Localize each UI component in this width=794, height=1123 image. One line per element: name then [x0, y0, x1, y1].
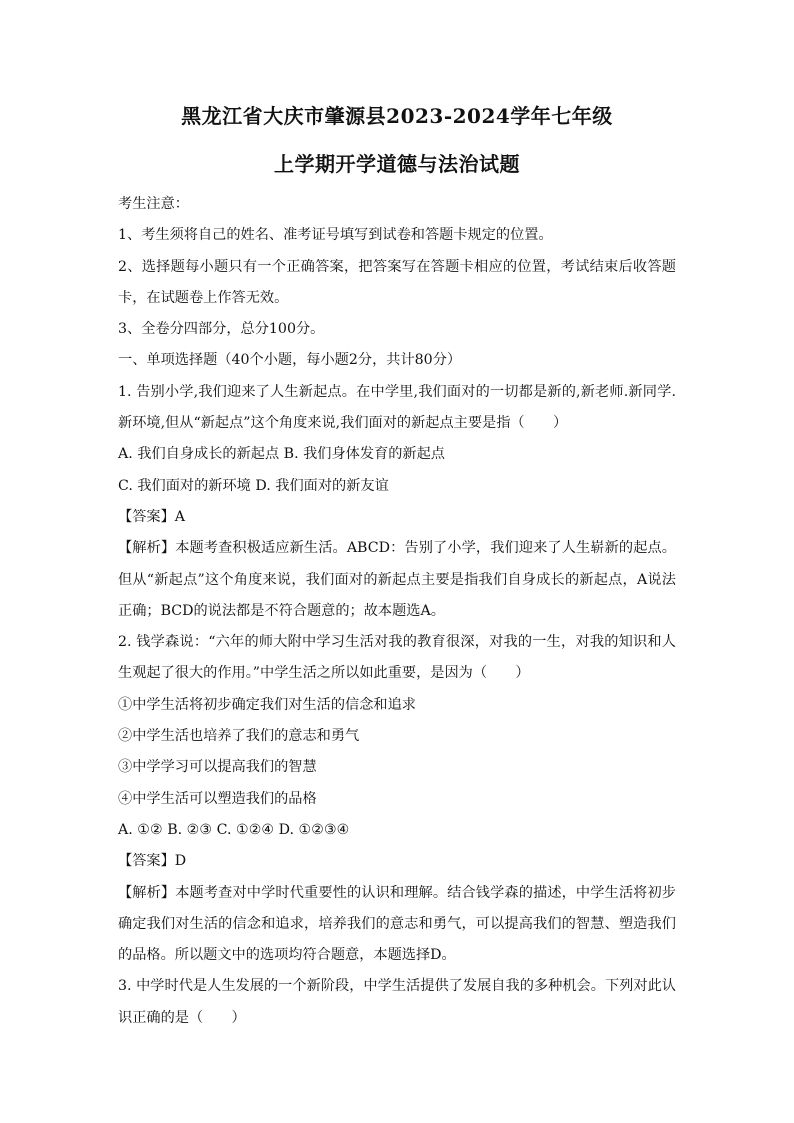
- question-1-options-cd: C. 我们面对的新环境 D. 我们面对的新友谊: [118, 477, 389, 494]
- question-2-stem: 2. 钱学森说：“六年的师大附中学习生活对我的教育很深，对我的一生，对我的知识和人生观起了很大的作用。”中学生活之所以如此重要，是因为（ ）: [118, 634, 676, 682]
- section-heading: 一、单项选择题（40个小题，每小题2分，共计80分）: [118, 352, 462, 369]
- question-2-options: A. ①② B. ②③ C. ①②④ D. ①②③④: [118, 821, 350, 838]
- notice-item-2: 2、选择题每小题只有一个正确答案，把答案写在答题卡相应的位置，考试结束后收答题卡，在试题卷上作答无效。: [118, 258, 676, 306]
- exam-title-line1: 黑龙江省大庆市肇源县2023-2024学年七年级: [181, 104, 613, 128]
- question-2-item-4: ④中学生活可以塑造我们的品格: [118, 790, 317, 807]
- question-1-analysis: 【解析】本题考查积极适应新生活。ABCD：告别了小学，我们迎来了人生崭新的起点。但从“新起点”这个角度来说，我们面对的新起点主要是指我们自身成长的新起点，A说法正确；BCD的说法都是不符合题意的；故本题选A。: [118, 540, 676, 619]
- question-2-analysis: 【解析】本题考查对中学时代重要性的认识和理解。结合钱学森的描述，中学生活将初步确定我们对生活的信念和追求，培养我们的意志和勇气，可以提高我们的智慧、塑造我们的品格。所以题文中的选项均符合题意，本题选择D。: [118, 884, 676, 964]
- question-2-item-2: ②中学生活也培养了我们的意志和勇气: [118, 728, 360, 745]
- exam-content: [118, 189, 676, 1034]
- question-1-answer: 【答案】A: [118, 508, 185, 525]
- exam-title-line2: 上学期开学道德与法治试题: [274, 152, 520, 176]
- question-1-stem: 1. 告别小学,我们迎来了人生新起点。在中学里,我们面对的一切都是新的,新老师.新同学.新环境,但从“新起点”这个角度来说,我们面对的新起点主要是指（ ）: [118, 383, 676, 432]
- question-2-answer: 【答案】D: [118, 853, 187, 870]
- notice-item-3: 3、全卷分四部分，总分100分。: [118, 321, 325, 338]
- question-2-item-3: ③中学学习可以提高我们的智慧: [118, 759, 317, 776]
- question-1-options-ab: A. 我们自身成长的新起点 B. 我们身体发育的新起点: [118, 446, 445, 463]
- notice-item-1: 1、考生须将自己的姓名、准考证号填写到试卷和答题卡规定的位置。: [118, 227, 553, 244]
- notice-heading: 考生注意：: [118, 196, 189, 212]
- question-2-item-1: ①中学生活将初步确定我们对生活的信念和追求: [118, 696, 416, 713]
- question-3-stem: 3. 中学时代是人生发展的一个新阶段，中学生活提供了发展自我的多种机会。下列对此认识正确的是（ ）: [118, 978, 676, 1026]
